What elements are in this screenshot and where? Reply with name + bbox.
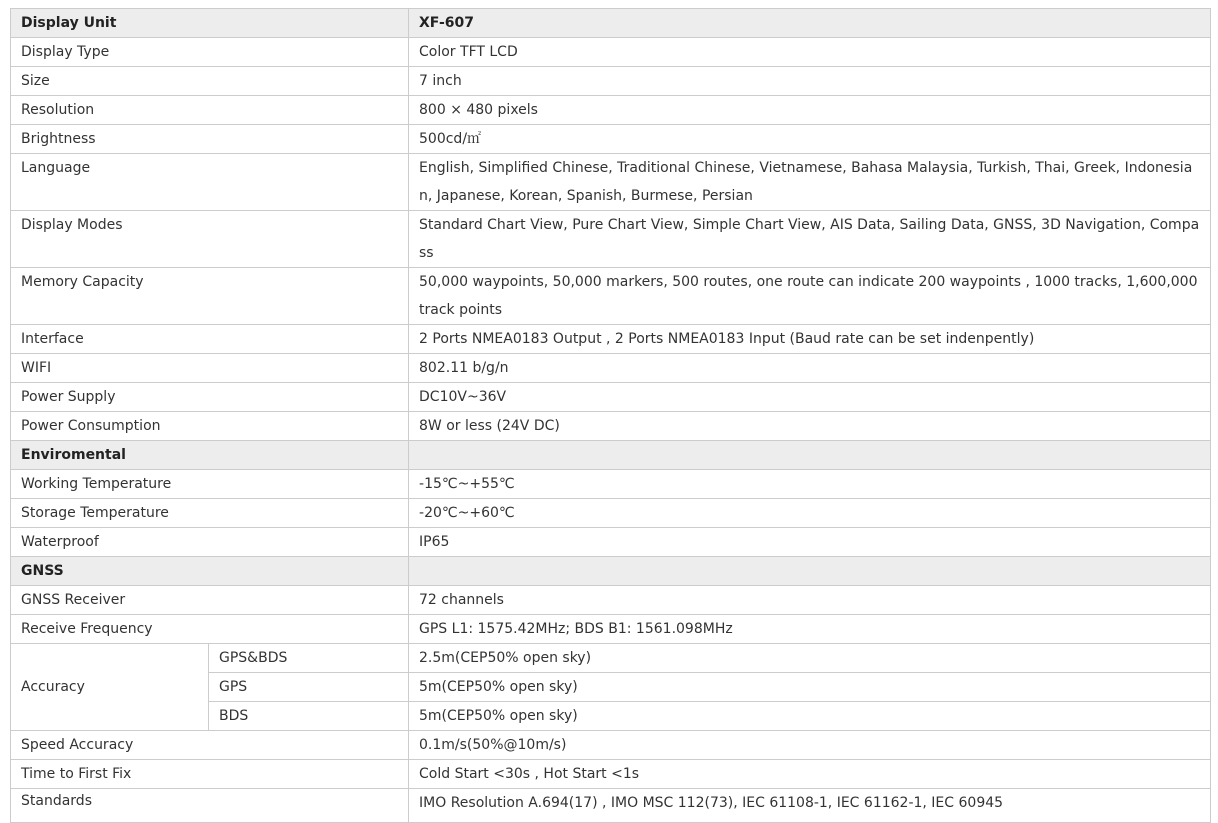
row-value: IP65 xyxy=(409,528,1211,557)
row-value: -20℃~+60℃ xyxy=(409,499,1211,528)
spec-table xyxy=(10,8,1211,823)
row-value: 500cd/㎡ xyxy=(409,125,1211,154)
accuracy-value: 2.5m(CEP50% open sky) xyxy=(409,644,1211,673)
section-value xyxy=(409,557,1211,586)
row-value: 7 inch xyxy=(409,67,1211,96)
row-value: Standard Chart View, Pure Chart View, Simple Chart View, AIS Data, Sailing Data, GNSS, 3D Navigation, Compass xyxy=(409,211,1211,268)
section-label: Enviromental xyxy=(11,441,409,470)
accuracy-system: BDS xyxy=(209,702,409,731)
row-value: -15℃~+55℃ xyxy=(409,470,1211,499)
row-label: Display Modes xyxy=(11,211,409,268)
row-value: GPS L1: 1575.42MHz; BDS B1: 1561.098MHz xyxy=(409,615,1211,644)
table-row-accuracy xyxy=(11,644,1211,673)
row-label: Display Type xyxy=(11,38,409,67)
table-row xyxy=(11,67,1211,96)
table-row xyxy=(11,96,1211,125)
row-value: 50,000 waypoints, 50,000 markers, 500 routes, one route can indicate 200 waypoints , 1000 tracks, 1,600,000 track points xyxy=(409,268,1211,325)
row-value: 2 Ports NMEA0183 Output , 2 Ports NMEA0183 Input (Baud rate can be set indenpently) xyxy=(409,325,1211,354)
row-label: Resolution xyxy=(11,96,409,125)
table-row xyxy=(11,354,1211,383)
row-label: GNSS Receiver xyxy=(11,586,409,615)
table-row xyxy=(11,125,1211,154)
table-row xyxy=(11,789,1211,823)
row-label: Time to First Fix xyxy=(11,760,409,789)
row-label: Waterproof xyxy=(11,528,409,557)
row-label: Power Consumption xyxy=(11,412,409,441)
accuracy-system: GPS xyxy=(209,673,409,702)
row-value: 8W or less (24V DC) xyxy=(409,412,1211,441)
row-label: Language xyxy=(11,154,409,211)
section-header-environmental xyxy=(11,441,1211,470)
row-value: IMO Resolution A.694(17) , IMO MSC 112(73), IEC 61108-1, IEC 61162-1, IEC 60945 xyxy=(409,789,1211,823)
section-label: GNSS xyxy=(11,557,409,586)
table-row xyxy=(11,615,1211,644)
row-value: 802.11 b/g/n xyxy=(409,354,1211,383)
row-label: Speed Accuracy xyxy=(11,731,409,760)
table-row xyxy=(11,760,1211,789)
table-row xyxy=(11,499,1211,528)
row-label: Storage Temperature xyxy=(11,499,409,528)
table-row xyxy=(11,154,1211,211)
model-value: XF-607 xyxy=(409,9,1211,38)
table-row xyxy=(11,412,1211,441)
table-row xyxy=(11,325,1211,354)
table-row xyxy=(11,383,1211,412)
accuracy-label: Accuracy xyxy=(11,644,209,731)
row-label: WIFI xyxy=(11,354,409,383)
row-value: Color TFT LCD xyxy=(409,38,1211,67)
accuracy-system: GPS&BDS xyxy=(209,644,409,673)
row-label: Size xyxy=(11,67,409,96)
row-value: English, Simplified Chinese, Traditional Chinese, Vietnamese, Bahasa Malaysia, Turkish, Thai, Greek, Indonesian, Japanese, Korean, Spanish, Burmese, Persian xyxy=(409,154,1211,211)
row-label: Standards xyxy=(11,789,409,823)
accuracy-value: 5m(CEP50% open sky) xyxy=(409,673,1211,702)
row-label: Receive Frequency xyxy=(11,615,409,644)
section-header-gnss xyxy=(11,557,1211,586)
table-row xyxy=(11,268,1211,325)
row-label: Working Temperature xyxy=(11,470,409,499)
table-row xyxy=(11,470,1211,499)
table-row xyxy=(11,211,1211,268)
section-label: Display Unit xyxy=(11,9,409,38)
row-value: 800 × 480 pixels xyxy=(409,96,1211,125)
table-row xyxy=(11,586,1211,615)
table-row xyxy=(11,38,1211,67)
accuracy-value: 5m(CEP50% open sky) xyxy=(409,702,1211,731)
row-label: Memory Capacity xyxy=(11,268,409,325)
row-label: Power Supply xyxy=(11,383,409,412)
row-label: Brightness xyxy=(11,125,409,154)
section-header-display-unit xyxy=(11,9,1211,38)
row-value: Cold Start <30s , Hot Start <1s xyxy=(409,760,1211,789)
row-value: DC10V~36V xyxy=(409,383,1211,412)
row-value: 0.1m/s(50%@10m/s) xyxy=(409,731,1211,760)
section-value xyxy=(409,441,1211,470)
row-value: 72 channels xyxy=(409,586,1211,615)
table-row xyxy=(11,528,1211,557)
table-row xyxy=(11,731,1211,760)
row-label: Interface xyxy=(11,325,409,354)
